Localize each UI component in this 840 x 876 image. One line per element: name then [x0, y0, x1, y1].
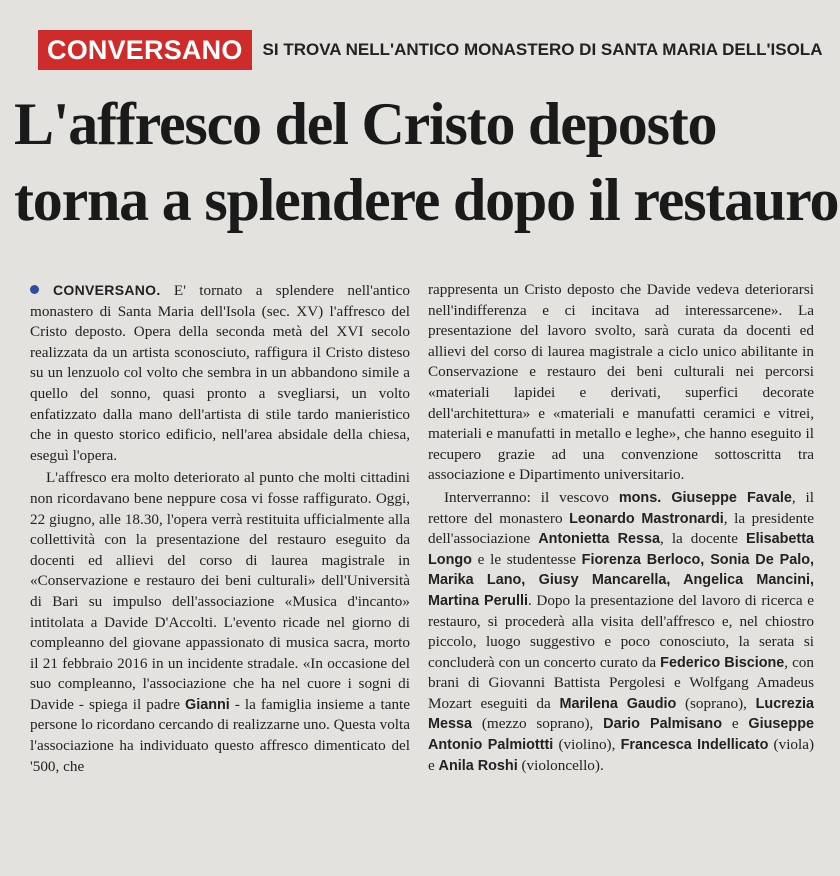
p3-text: (viola) e: [428, 736, 815, 774]
paragraph-2-text-a: L'affresco era molto deteriorato al punto che molti cittadini non ricordavano bene neppure cosa vi fosse raffigurato. Oggi, 22 giugno, alle 18.30, l'opera verrà restituita ufficialmente alla collettività con la presentazione del restauro eseguito da docenti ed allievi del corso di laurea magistrale in «Conservazione e restauro dei beni culturali» dell'Università di Bari su impulso dell'associazione «Musica d'incanto» intitolata a Davide D'Accolti. L'evento ricade nel giorno di compleanno del giovane appassionato di musica sacra, morto il 21 febbraio 2016 in un incidente stradale. «In occasione del suo compleanno, l'associazione che ha nel cuore i sogni di Davide - spiega il padre: [30, 469, 410, 713]
person-name: mons. Giuseppe Favale: [618, 489, 792, 506]
p3-text: , la presidente dell'associazione: [428, 509, 815, 548]
p3-text: (violino),: [558, 736, 616, 754]
p3-text: (violoncello).: [521, 756, 604, 774]
person-name: Leonardo Mastronardi: [569, 510, 724, 527]
person-name: Giuseppe Antonio Palmiottti: [428, 716, 814, 754]
person-name: Federico Biscione: [660, 654, 785, 671]
article-paragraph-3: [428, 488, 814, 776]
p3-text: , la docente: [660, 530, 739, 548]
kicker-text: SI TROVA NELL'ANTICO MONASTERO DI SANTA MARIA DELL'ISOLA: [262, 40, 823, 59]
person-name: Fiorenza Berloco, Sonia De Palo, Marika Lano, Giusy Mancarella, Angelica Mancini, Martina Perulli: [428, 551, 814, 609]
headline-line-1: L'affresco del Cristo deposto: [14, 91, 717, 157]
p3-text: (soprano),: [684, 694, 747, 712]
person-name: Antonietta Ressa: [538, 531, 661, 548]
bullet-icon: [30, 285, 39, 294]
p3-text: (mezzo soprano),: [481, 715, 594, 733]
person-name: Elisabetta Longo: [428, 531, 814, 568]
article-column-left: [30, 280, 410, 777]
person-name: Francesca Indellicato: [620, 737, 769, 754]
person-name: Gianni: [185, 696, 230, 713]
kicker-row: [38, 30, 822, 70]
headline-line-2: torna a splendere dopo il restauro: [14, 167, 839, 233]
paragraph-1-text: E' tornato a splendere nell'antico monastero di Santa Maria dell'Isola (sec. XV) l'affresco del Cristo deposto. Opera della seconda metà del XVI secolo realizzata da un artista sconosciuto, raffigura il Cristo disteso su un lenzuolo col volto che sembra in un abbandono simile a quello del sonno, quasi pronto a svegliarsi, un volto enfatizzato dalla mano dell'artista di stile tardo manieristico che in questo storico edificio, nell'area absidale della chiesa, eseguì l'opera.: [30, 282, 410, 464]
person-name: Anila Roshi: [438, 757, 518, 774]
person-name: Lucrezia Messa: [428, 695, 815, 733]
section-label: CONVERSANO: [38, 30, 252, 70]
p3-text: e le studentesse: [477, 550, 576, 568]
p3-text: . Dopo la presentazione del lavoro di ricerca e restauro, si procederà alla visita dell'affresco e, nel chiostro piccolo, luogo suggestivo e poco conosciuto, la serata si concluderà con un concerto curato da: [428, 591, 814, 671]
dateline: CONVERSANO.: [53, 282, 161, 298]
person-name: Dario Palmisano: [603, 716, 722, 733]
p3-text: e: [731, 715, 739, 733]
headline: [14, 86, 839, 238]
article-column-right: [428, 280, 814, 776]
article-paragraph-2: [30, 468, 410, 777]
p3-text: Interverranno: il vescovo: [444, 488, 609, 506]
p3-text: , con brani di Giovanni Battista Pergolesi e Wolfgang Amadeus Mozart eseguiti da: [428, 653, 814, 712]
article-paragraph-2-cont: rappresenta un Cristo deposto che Davide vedeva deteriorarsi nell'indifferenza e ci incitava ad interessarcene». La presentazione del lavoro svolto, sarà curata da docenti ed allievi del corso di laurea magistrale a ciclo unico abilitante in Conservazione e restauro dei beni culturali nei percorsi «materiali lapidei e derivati, superfici decorate dell'architettura» e «materiali e manufatti ceramici e vitrei, materiali e manufatti in metallo e leghe», che hanno eseguito il recupero grazie ad una convenzione sottoscritta tra associazione e Dipartimento universitario.: [428, 281, 814, 484]
article-paragraph-1: [30, 280, 410, 466]
p3-text: , il rettore del monastero: [428, 488, 814, 527]
person-name: Marilena Gaudio: [559, 695, 677, 712]
paragraph-2-text-b-start: - la famiglia insieme a tante persone lo ricordano cercando di realizzarne uno. Questa volta l'associazione ha individuato questo affresco dimenticato del '500, che: [30, 695, 411, 775]
